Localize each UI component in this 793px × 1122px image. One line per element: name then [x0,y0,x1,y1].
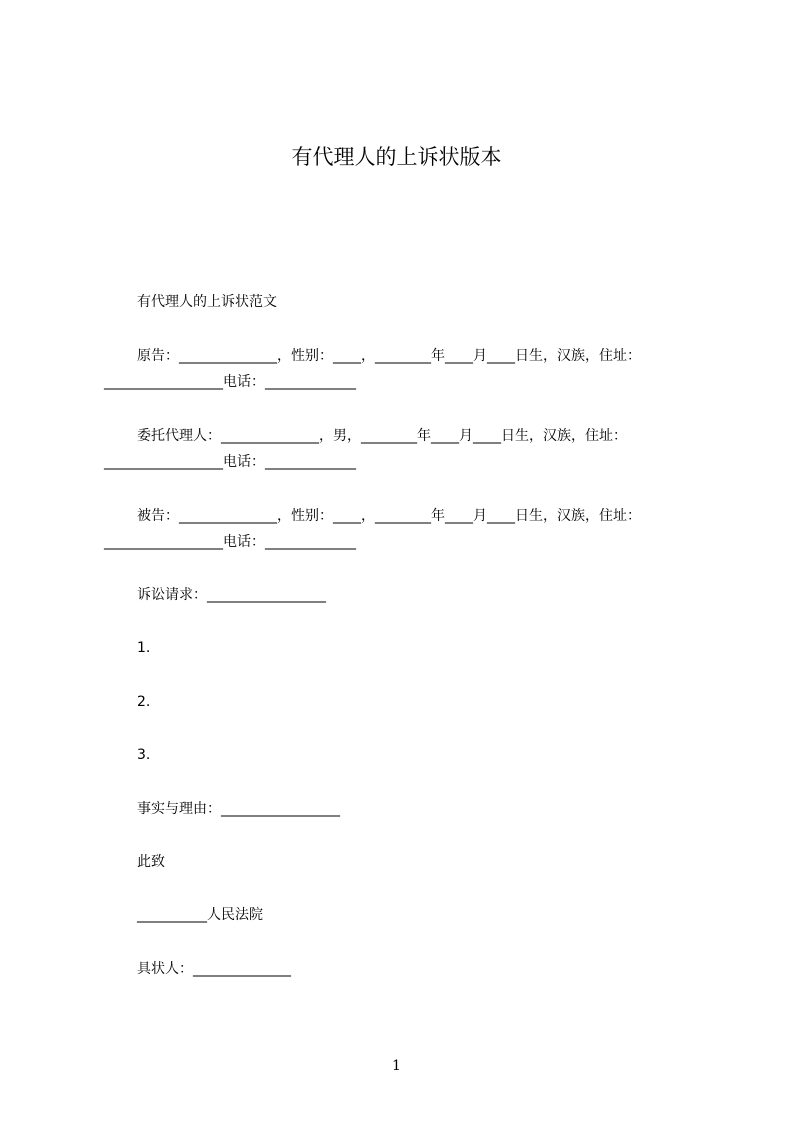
agent-line-2: _________________电话：_____________ [104,454,356,470]
document-subtitle: 有代理人的上诉状范文 [137,294,277,310]
closing-text: 此致 [137,854,165,870]
claims-label: 诉讼请求：_________________ [137,587,326,603]
facts-label: 事实与理由：_________________ [137,801,340,817]
court-line: __________人民法院 [137,907,263,923]
claim-item-3: 3. [137,747,151,763]
signer-line: 具状人：______________ [137,961,291,977]
page-number: 1 [392,1058,401,1074]
defendant-line-2: _________________电话：_____________ [104,534,356,550]
claim-item-2: 2. [137,694,151,710]
plaintiff-line-2: _________________电话：_____________ [104,374,356,390]
agent-line-1: 委托代理人：______________，男，________年____月____日生，汉族，住址： [137,428,627,444]
claim-item-1: 1. [137,640,151,656]
document-title: 有代理人的上诉状版本 [291,145,502,169]
defendant-line-1: 被告：______________，性别：____，________年____月____日生，汉族，住址： [137,508,641,524]
plaintiff-line-1: 原告：______________，性别：____，________年____月____日生，汉族，住址： [137,348,641,364]
